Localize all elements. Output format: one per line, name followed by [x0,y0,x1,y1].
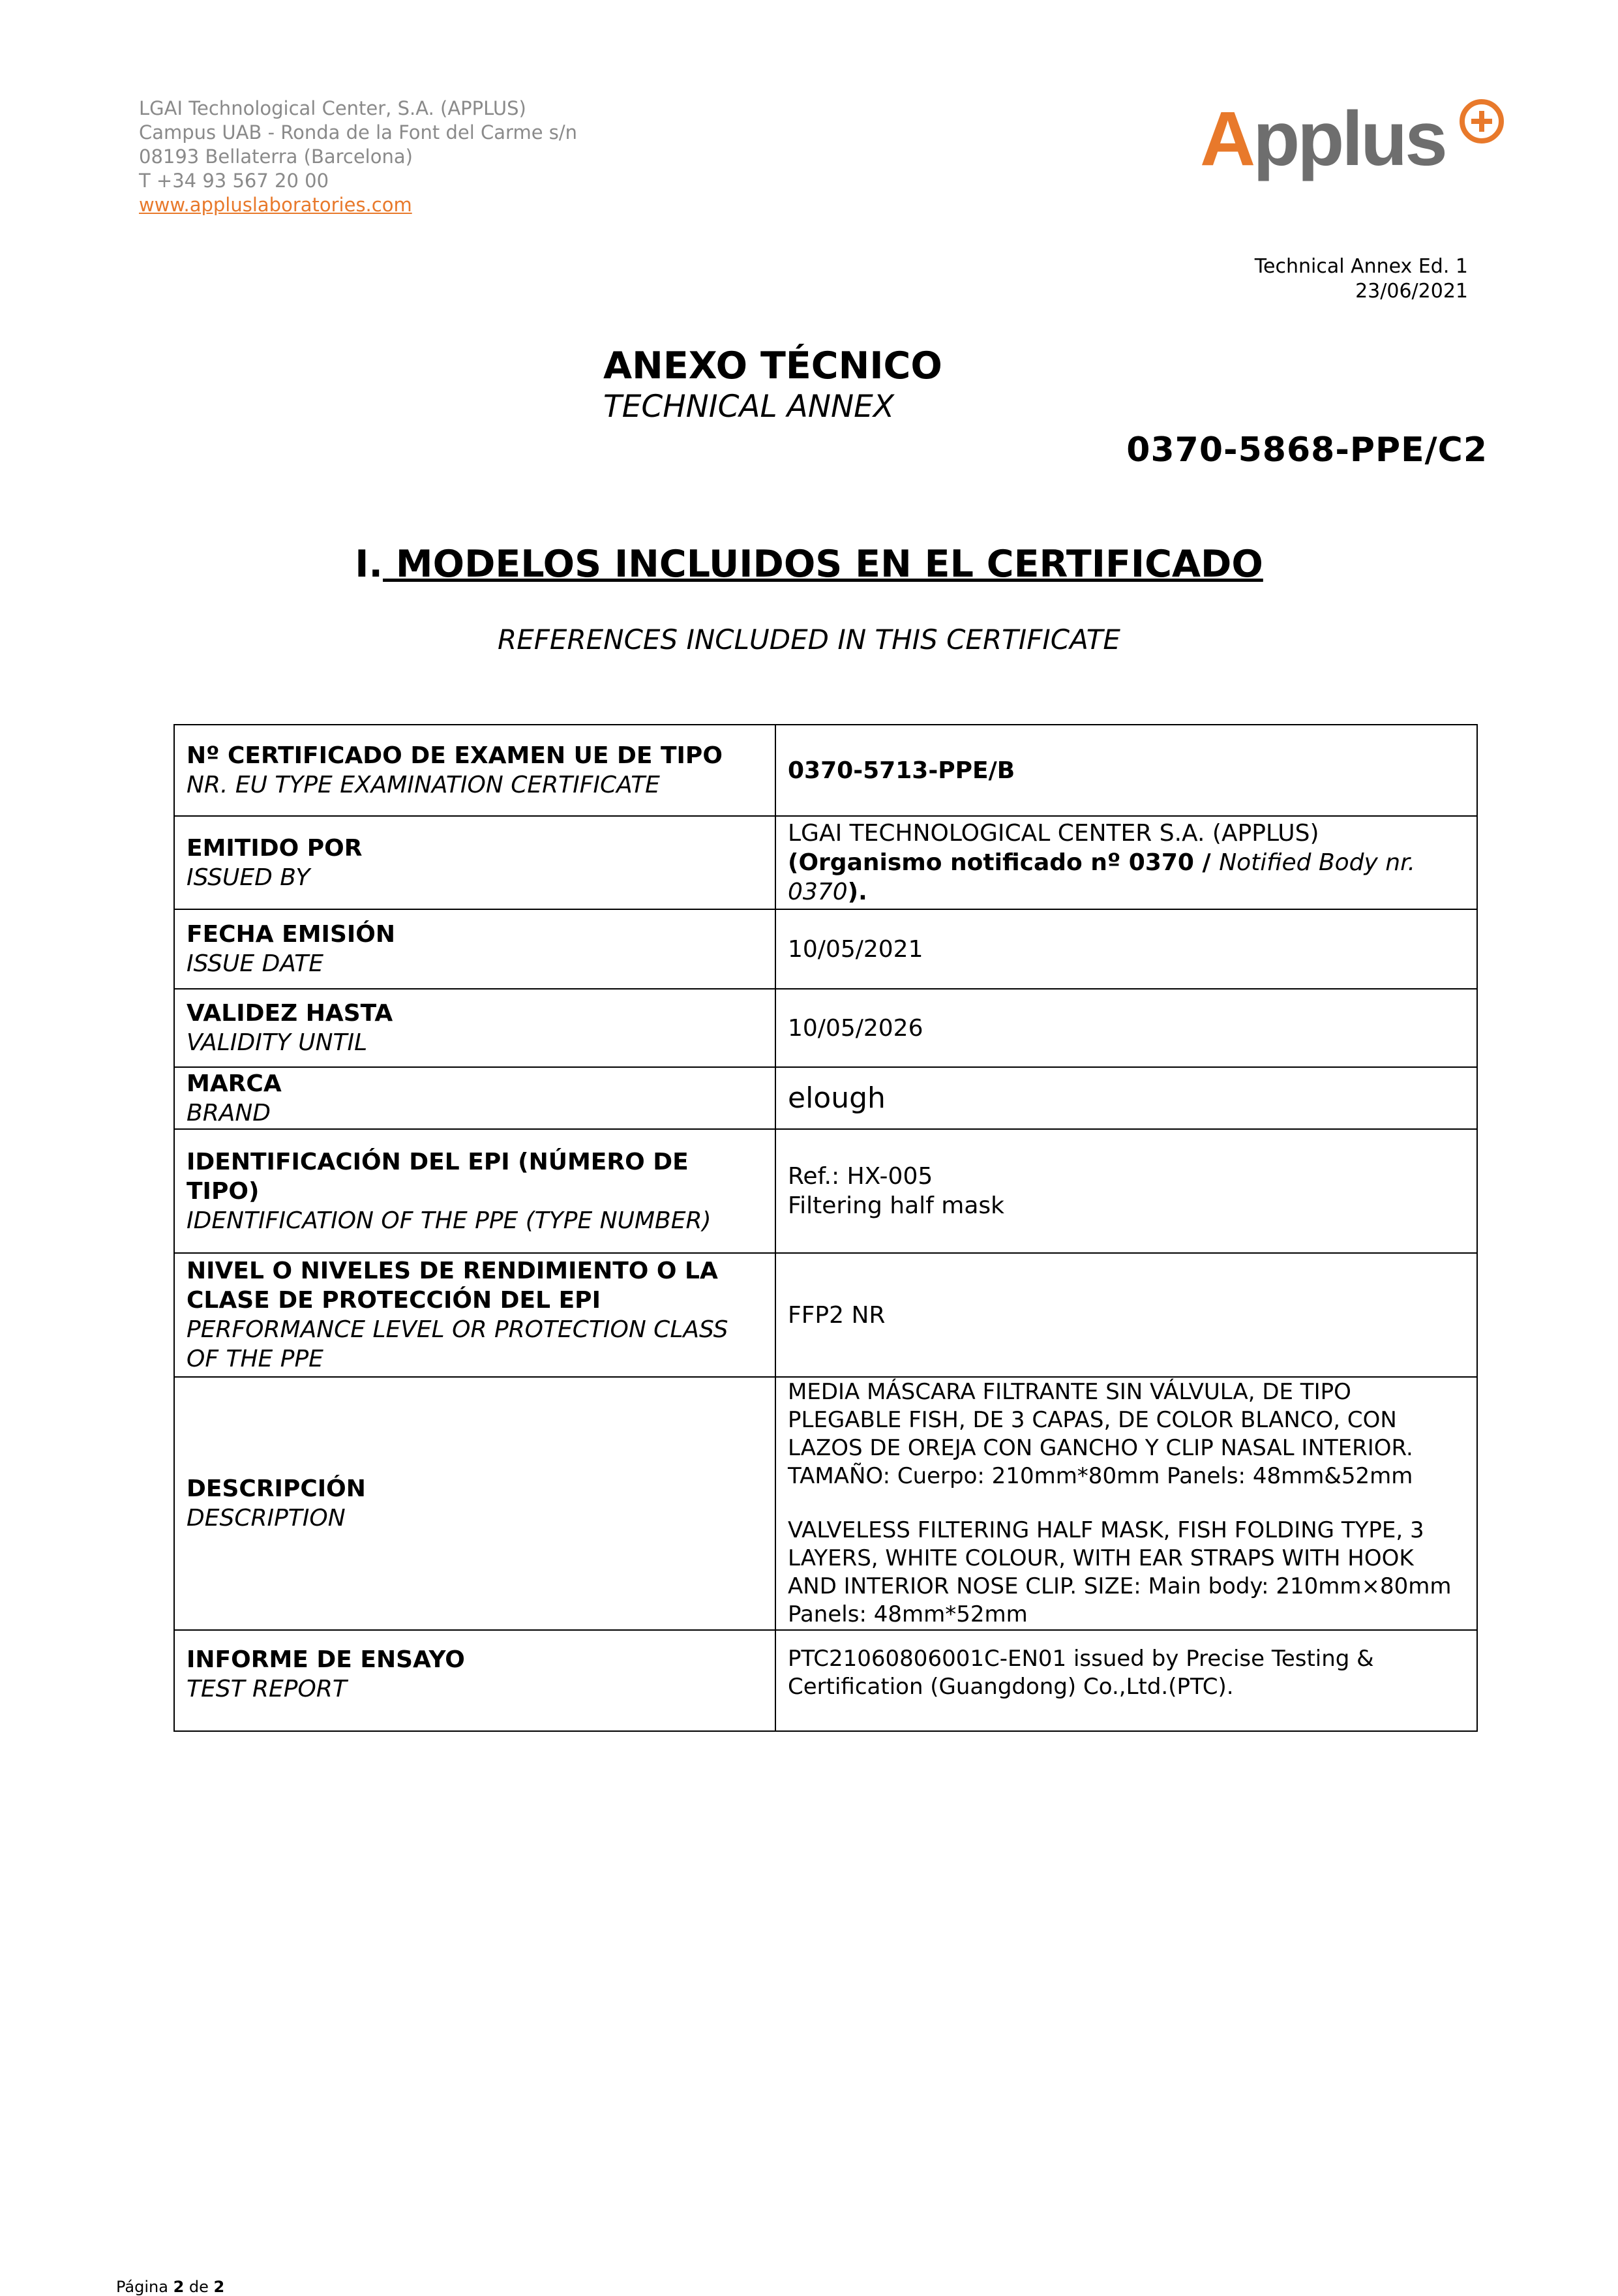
row-label [174,725,775,816]
row-value [775,909,1477,989]
sender-website-link[interactable]: www.appluslaboratories.com [139,194,412,216]
svg-text:Applus: Applus [1200,97,1445,182]
table-row [174,1067,1477,1129]
table-row [174,989,1477,1067]
section-subtitle: REFERENCES INCLUDED IN THIS CERTIFICATE [498,624,1120,656]
section-heading [0,543,1618,586]
row-label [174,909,775,989]
value-end: ). [847,879,867,905]
row-label [174,1253,775,1377]
page-footer [116,2278,224,2296]
value-text-en: VALVELESS FILTERING HALF MASK, FISH FOLDING TYPE, 3 LAYERS, WHITE COLOUR, WITH EAR STRAPS WITH HOOK AND INTERIOR NOSE CLIP. SIZE: Main body: 210mm×80mm Panels: 48mm*52mm [788,1517,1452,1627]
label-es: IDENTIFICACIÓN DEL EPI (NÚMERO DE TIPO) [187,1148,689,1205]
annex-edition-date: 23/06/2021 [1355,280,1468,303]
label-es: Nº CERTIFICADO DE EXAMEN UE DE TIPO [187,742,723,769]
table-row [174,1253,1477,1377]
footer-page-total: 2 [213,2278,225,2296]
value-italic: Notified Body nr. 0370 [788,849,1416,905]
table-row [174,1377,1477,1630]
sender-street: Campus UAB - Ronda de la Font del Carme s/n [139,121,578,144]
label-es: INFORME DE ENSAYO [187,1646,465,1673]
table-row [174,909,1477,989]
label-es: EMITIDO POR [187,834,363,862]
value-text: 0370-5713-PPE/B [788,757,1015,784]
value-text: 10/05/2021 [788,935,923,963]
label-es: FECHA EMISIÓN [187,921,395,948]
section-number: I. [355,543,383,586]
value-text: Filtering half mask [788,1192,1004,1219]
certificate-details-table [173,724,1478,1732]
row-value [775,1630,1477,1731]
row-value [775,725,1477,816]
sender-city: 08193 Bellaterra (Barcelona) [139,145,413,168]
row-label [174,1129,775,1253]
table-row [174,1129,1477,1253]
applus-logo [1200,97,1506,194]
document-title: ANEXO TÉCNICO [603,344,942,387]
table-row [174,725,1477,816]
annex-edition [1255,254,1468,304]
footer-of-word: de [188,2278,209,2296]
label-en: ISSUED BY [187,864,310,891]
sender-company: LGAI Technological Center, S.A. (APPLUS) [139,97,526,119]
annex-edition-label: Technical Annex Ed. 1 [1254,255,1468,278]
value-text: FFP2 NR [788,1301,886,1329]
row-value [775,1129,1477,1253]
row-value [775,1253,1477,1377]
value-text-es: MEDIA MÁSCARA FILTRANTE SIN VÁLVULA, DE TIPO PLEGABLE FISH, DE 3 CAPAS, DE COLOR BLANCO, CON LAZOS DE OREJA CON GANCHO Y CLIP NASAL INTERIOR. TAMAÑO: Cuerpo: 210mm*80mm Panels: 48mm&52mm [788,1379,1413,1489]
label-en: NR. EU TYPE EXAMINATION CERTIFICATE [187,772,660,798]
label-en: IDENTIFICATION OF THE PPE (TYPE NUMBER) [187,1207,712,1234]
row-value [775,989,1477,1067]
value-text: elough [788,1081,886,1115]
sender-address [139,97,577,217]
value-text: 10/05/2026 [788,1014,923,1042]
row-label [174,1067,775,1129]
label-es: DESCRIPCIÓN [187,1475,366,1502]
plus-icon [1462,102,1501,141]
label-es: NIVEL O NIVELES DE RENDIMIENTO O LA CLASE DE PROTECCIÓN DEL EPI [187,1258,718,1314]
label-en: VALIDITY UNTIL [187,1029,368,1056]
label-en: TEST REPORT [187,1676,347,1702]
document-subtitle: TECHNICAL ANNEX [603,389,895,425]
row-label [174,989,775,1067]
value-text: LGAI TECHNOLOGICAL CENTER S.A. (APPLUS) [788,820,1319,847]
applus-logo-graphic [1200,97,1506,194]
row-label [174,1377,775,1630]
footer-page-word: Página [116,2278,168,2296]
table-row [174,1630,1477,1731]
label-en: ISSUE DATE [187,950,324,977]
section-title-text: MODELOS INCLUIDOS EN EL CERTIFICADO [383,543,1263,586]
label-es: MARCA [187,1070,282,1097]
label-en: DESCRIPTION [187,1505,346,1532]
value-text: Ref.: HX-005 [788,1163,933,1190]
row-value [775,816,1477,909]
value-text: PTC21060806001C-EN01 issued by Precise Testing & Certification (Guangdong) Co.,Ltd.(PTC). [788,1646,1374,1700]
row-label [174,1630,775,1731]
label-es: VALIDEZ HASTA [187,1000,393,1027]
row-value [775,1377,1477,1630]
table-row [174,816,1477,909]
label-en: BRAND [187,1099,271,1126]
footer-page-number: 2 [173,2278,185,2296]
sender-phone: T +34 93 567 20 00 [139,170,329,192]
row-label [174,816,775,909]
row-value [775,1067,1477,1129]
certificate-number: 0370-5868-PPE/C2 [1126,430,1488,470]
value-bold: (Organismo notificado nº 0370 / [788,849,1220,876]
label-en: PERFORMANCE LEVEL OR PROTECTION CLASS OF THE PPE [187,1316,728,1372]
